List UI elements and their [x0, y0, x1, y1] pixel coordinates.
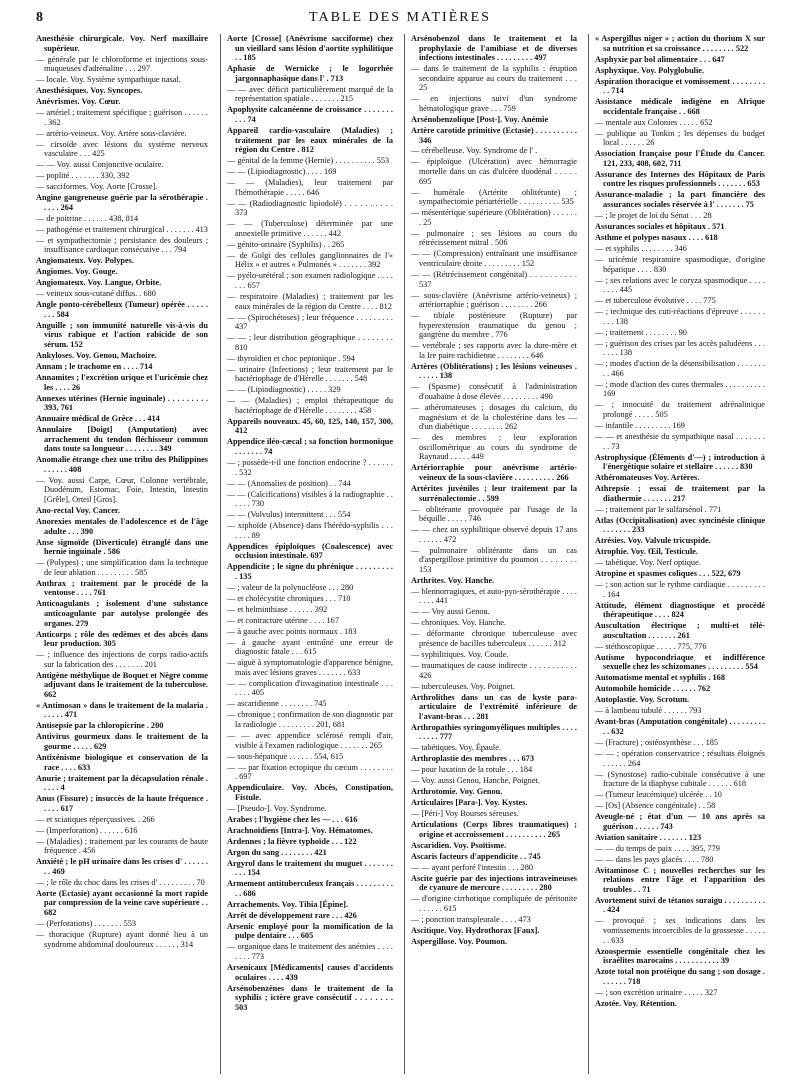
index-entry: — épiploïque (Ulcération) avec hémorragie mortelle dans un cas d'ulcère duodénal . . . . . 695	[411, 157, 577, 186]
index-entry: — ; guérison des crises par les accès paludéens . . . . . . . 138	[595, 338, 765, 358]
index-entry: Athéromateuses Voy. Artères.	[595, 473, 700, 483]
index-entry: Ascitique. Voy. Hydrothorax [Faux].	[411, 925, 540, 935]
index-entry: Artérites juvéniles ; leur traitement par la surrénalectomie . . 599	[411, 483, 577, 503]
index-entry: — en injections suivi d'un syndrome hématologique grave . . . 759	[411, 94, 577, 113]
index-entry: — aiguë à symptomatologie d'apparence bénigne, mais avec lésions graves . . . . . . . 633	[227, 658, 393, 677]
index-entry: Appareil cardio-vasculaire (Maladies) ; traitement par les eaux minérales de la région du Centre . 812	[227, 125, 393, 155]
index-entry: Armement antituberculeux français . . . . . . . . . . . 686	[227, 879, 393, 898]
index-entry: — et tuberculose évolutive . . . . 775	[595, 296, 716, 306]
index-columns	[36, 34, 764, 1074]
index-entry: Automobile homicide . . . . . . 762	[595, 684, 711, 694]
index-entry: — tuberculeuses. Voy. Poignet.	[411, 681, 515, 691]
index-entry: — de Golgi des cellules ganglionnaires de l'« Hélix » et autres « Pulmonés » . . . . . . . 392	[227, 250, 393, 270]
index-entry: Assurances sociales et hôpitaux . 571	[595, 221, 725, 231]
index-entry: — [Pseudo-]. Voy. Syndrome.	[227, 803, 327, 813]
index-column-4	[588, 34, 765, 1074]
index-entry: — — (Calcifications) visibles à la radiographie . . . . . . 730	[227, 489, 393, 509]
index-entry: — ; son excrétion urinaire . . . . . 327	[595, 987, 718, 997]
index-entry: Angiomes. Voy. Gouge.	[36, 267, 118, 277]
index-entry: — (Maladies) ; traitement par les courants de haute fréquence . 456	[36, 836, 208, 856]
index-entry: Ascite guérie par des injections intraveineuses de cyanure de mercure . . . . . . . . . 280	[411, 873, 577, 893]
index-entry: Annexes utérines (Hernie inguinale) . . . . . . . . . 393, 761	[36, 393, 208, 413]
index-entry: Arrachements. Voy. Tibia [Épine].	[227, 899, 348, 909]
index-entry: Arthrotomie. Voy. Genou.	[411, 787, 503, 797]
index-entry: Annam ; le trachome en . . . . 714	[36, 362, 153, 371]
index-entry: Arthrolithes dans un cas de kyste para-articulaire de l'extrémité inférieure de l'avant-bras . . . 281	[411, 692, 577, 721]
index-entry: — publique au Tonkin ; les dépenses du budget local . . . . . . 26	[595, 128, 765, 148]
index-entry: — thoracique (Rupture) ayant donné lieu à un syndrome abdominal douloureux . . . . . . 314	[36, 929, 208, 949]
index-entry: — et helminthiase . . . . . . 392	[227, 604, 328, 614]
index-entry: — ; technique des cuti-réactions d'épreuve . . . . . . . . . 138	[595, 307, 765, 326]
index-entry: — sacciformes. Voy. Aorte [Crosse].	[36, 182, 158, 192]
index-entry: Aveugle-né ; état d'un — 10 ans après sa guérison . . . . . . 743	[595, 812, 765, 831]
index-entry: Apophysite calcanéenne de croissance . . . . . . . . . . 74	[227, 105, 393, 124]
index-entry: — et sciatiques réperçussives. . 266	[36, 814, 155, 824]
index-entry: Artériorraphie pour anévrisme artério-veineux de la sous-clavière . . . . . . . . . . 266	[411, 463, 577, 482]
index-entry: — — (Spirochétoses) ; leur fréquence . . . . . . . . . 437	[227, 312, 393, 332]
index-entry: — [Péri-] Voy Bourses séreuses.	[411, 809, 519, 819]
index-entry: Avortement suivi de tétanos suraigu . . . . . . . . . . . 424	[595, 895, 765, 915]
index-entry: Anesthésie chirurgicale. Voy. Nerf maxillaire supérieur.	[36, 34, 208, 53]
index-entry: Aspergillose. Voy. Poumon.	[411, 936, 508, 946]
index-entry: Automatisme mental et syphilis . 168	[595, 673, 725, 683]
index-entry: — ; le projet de loi du Sénat . . . 28	[595, 211, 712, 220]
index-entry: Antisepsie par la chloropicrine . 200	[36, 721, 164, 731]
index-entry: — infantile . . . . . . . . . 169	[595, 420, 685, 430]
index-entry: Arthrites. Voy. Hanche.	[411, 575, 495, 585]
index-entry: — — (Maladies), leur traitement par l'hémothérapie . . . . . 646	[227, 178, 393, 197]
index-entry: — des membres ; leur exploration oscillométrique au cours du syndrome de Raynaud . . . . . 449	[411, 433, 577, 462]
index-entry: — urinaire (Infections) ; leur traitement par le bactériophage de d'Hérelle . . . . . . . 548	[227, 364, 393, 384]
index-entry: — — Voy. aussi Conjonctive oculaire.	[36, 160, 164, 170]
index-entry: Avitaminose C ; nouvelles recherches sur les relations entre l'âge et l'apparition des troubles . . 71	[595, 865, 765, 894]
index-entry: Angle ponto-cérébelleux (Tumeur) opérée . . . . . . . . 584	[36, 300, 208, 319]
index-entry: Argon du sang . . . . . . . . 421	[227, 847, 327, 857]
index-entry: Arsenic employé pour la momification de la pulpe dentaire . . . 605	[227, 921, 393, 941]
index-entry: Athrepsie ; essai de traitement par la diathermie . . . . . . . 217	[595, 484, 765, 503]
index-entry: — Voy. aussi Genou, Hanche, Poignet.	[411, 776, 540, 786]
index-entry: — sous-clavière (Anévrisme artério-veineux) ; artériorraphie ; guérison . . . . . . . . 266	[411, 290, 577, 310]
index-entry: — pulmonaire ; ses lésions au cours du rétrécissement mitral . 506	[411, 228, 577, 248]
index-entry: Anus (Fissure) ; insuccès de la haute fréquence . . . . . 617	[36, 794, 208, 813]
index-entry: Arsenicaux [Médicaments] causes d'accidents oculaires . . . . 439	[227, 962, 393, 982]
index-entry: — de poitrine . . . . . . 438, 814	[36, 213, 139, 223]
index-entry: Antivirus gourmeux dans le traitement de la gourme . . . . . 629	[36, 732, 208, 751]
index-entry: — (Tumeur leucémique) ulcérée . . 10	[595, 790, 722, 800]
index-entry: — poplité . . . . . . . 330, 392	[36, 171, 130, 181]
index-entry: — — (Compression) entraînant une insuffisance ventriculaire droite . . . . . . . . . 152	[411, 249, 577, 268]
index-entry: Appareils nouveaux. 45, 60, 125, 140, 157, 300, 412	[227, 416, 393, 436]
index-entry: — tabétiques. Voy. Épaule.	[411, 743, 501, 753]
index-entry: — — (Maladies) ; emploi thérapeutique du bactériophage de d'Hérelle . . . . . . . . 458	[227, 396, 393, 415]
index-entry: Attitude, élément diagnostique et procédé thérapeutique . . . . 824	[595, 600, 765, 620]
index-entry: Anse sigmoïde (Diverticule) étranglé dans une hernie inguinale . 586	[36, 537, 208, 557]
index-entry: — — (Lipiodiagnostic) . . . . 169	[227, 167, 337, 177]
index-entry: Aphasie de Wernicke ; le logorrhée jargonnaphasique dans l' . 713	[227, 64, 393, 83]
index-entry: Arthropathies syringomyéliques multiples . . . . . . . . . 777	[411, 722, 577, 742]
index-entry: Arsénobenzolique [Post-]. Voy. Anémie	[411, 114, 549, 124]
running-header	[36, 8, 764, 32]
index-entry: — pyélo-urétéral ; son examen radiologique . . . . . . . 657	[227, 271, 393, 290]
index-entry: — thyroïdien et choc peptonique . 594	[227, 353, 355, 363]
index-entry: — humérale (Artérite oblitérante) ; sympathectomie périartérielle . . . . . . . . . . 535	[411, 187, 577, 207]
index-entry: — (Spasme) consécutif à l'administration d'ouabaïne à dose élevée . . . . . . . . . 490	[411, 382, 577, 402]
index-entry: Arabes ; l'hygiène chez les — . . . 616	[227, 814, 358, 824]
index-entry: Auscultation électrique ; multi-et télé-auscultation . . . . . . . 261	[595, 621, 765, 640]
index-entry: Ascaris facteurs d'appendicite . . 745	[411, 851, 541, 861]
index-entry: — (Perforations) . . . . . . . 553	[36, 919, 137, 928]
index-entry: — provoqué ; ses indications dans les vomissements incoercibles de la grossesse . . . . . . . 633	[595, 916, 765, 945]
index-entry: — — du temps de paix . . . . 395, 779	[595, 843, 720, 853]
index-entry: — déformante chronique tuberculeuse avec présence de bacilles tuberculeux . . . . . . 312	[411, 629, 577, 648]
index-column-1	[36, 34, 208, 1074]
index-entry: Anesthésiques. Voy. Syncopes.	[36, 86, 143, 96]
index-entry: — et cholécystite chroniques . . . 710	[227, 593, 351, 603]
index-entry: Azoospermie essentielle congénitale chez les israélites marocains . . . . . . . . . . . 39	[595, 946, 765, 966]
index-entry: — sous-hépatique . . . . . . 554, 615	[227, 751, 344, 761]
index-entry: — veineux sous-cutané diffus. . 680	[36, 289, 156, 299]
index-entry: — et contracture utérine . . . . 167	[227, 615, 339, 625]
index-entry: — — complication d'invagination intestinale . . . . . . . 405	[227, 678, 393, 698]
index-entry: — uricémie respiratoire spasmodique, d'origine hépatique . . . . 830	[595, 254, 765, 274]
index-entry: — oblitérante provoquée par l'usage de la béquille . . . . . 746	[411, 504, 577, 524]
index-entry: Aorte (Ectasie) ayant occasionné la mort rapide par compression de la veine cave supérieure . . 682	[36, 888, 208, 918]
index-entry: — (Synostose) radio-cubitale consécutive à une fracture de la diaphyse cubitale . . . . . . 618	[595, 769, 765, 789]
index-entry: Azote total non protéique du sang ; son dosage . . . . . . . 718	[595, 967, 765, 986]
index-entry: Arthroplastie des membres . . . 673	[411, 754, 534, 764]
index-entry: Assurance-maladie ; la part financière des assurances sociales réservée à l' . . . . . . . 75	[595, 190, 765, 210]
index-entry: Articulations (Corps libres traumatiques) ; origine et accroissement . . . . . . . . . . 265	[411, 820, 577, 839]
index-entry: Atropine et spasmes coliques . . . 522, 679	[595, 569, 741, 579]
index-entry: — syphilitiques. Voy. Coude.	[411, 649, 509, 659]
index-entry: Asphyxie par bol alimentaire . . . 647	[595, 54, 725, 64]
index-entry: Asthme et polypes nasaux . . . . 618	[595, 232, 718, 242]
index-entry: — et syphilis . . . . . . . . 346	[595, 243, 687, 253]
index-entry: Annuaire médical de Grèce . . . 414	[36, 414, 160, 424]
index-entry: — chronique ; confirmation de son diagnostic par la radiologie . . . . . . . . . 201, 681	[227, 710, 393, 730]
index-entry: Assurance des Internes des Hôpitaux de Paris contre les risques professionnels . . . . . . . 653	[595, 169, 765, 189]
index-entry: Assistance médicale indigène en Afrique occidentale française . . 668	[595, 97, 765, 116]
index-entry: — — (Radiodiagnostic lipiodolé) . . . . . . . . . . 373	[227, 198, 393, 218]
index-entry: — dans le traitement de la syphilis : éruption secondaire apparue au cours du traitement . . . 25	[411, 64, 577, 93]
index-column-2	[220, 34, 393, 1074]
index-entry: — — (Tuberculose) déterminée par une annexielle primitive . . . . . . 442	[227, 219, 393, 238]
index-entry: Ascaridien. Voy. Psoïtisme.	[411, 840, 507, 850]
index-entry: Astrophysique (Éléments d'—) ; introduction à l'énergétique solaire et stellaire . . . . . . 830	[595, 452, 765, 472]
index-entry: — ; influence des injections de corps radio-actifs sur la fabrication des . . . . . . . 201	[36, 650, 208, 669]
index-entry: Aviation sanitaire . . . . . . . 123	[595, 832, 702, 842]
index-entry: — ; innocuité du traitement adrénalinique prolongé . . . . . 505	[595, 400, 765, 419]
index-entry: — organique dans le traitement des anémies . . . . . . . . 773	[227, 942, 393, 961]
index-entry: — ascaridienne . . . . . . . . 745	[227, 699, 327, 709]
index-column-3	[404, 34, 577, 1074]
index-entry: — — chez un syphilitique observé depuis 17 ans . . . . . . 472	[411, 525, 577, 544]
index-entry: — — et anesthésie du sympathique nasal . . . . . . . . . 73	[595, 431, 765, 451]
index-entry: — cirsoïde avec lésions du système nerveux vasculaire . . . 425	[36, 139, 208, 159]
index-entry: — ; valeur de la polynucléose . . . 280	[227, 582, 354, 592]
index-entry: Anticoagulants ; isolement d'une substance anticoagulante par autolyse prolongée des organes. 279	[36, 599, 208, 628]
index-entry: Arrêt de développement rare . . . 426	[227, 910, 357, 920]
index-entry: Annulaire [Doigt] (Amputation) avec arrachement du tendon fléchisseur commun dans toute sa longueur . . . . . . . . 349	[36, 425, 208, 454]
index-entry: — pour luxation de la rotule . . . 184	[411, 765, 533, 775]
index-entry: — chroniques. Voy. Hanche.	[411, 618, 507, 628]
index-entry: Anurie ; traitement par la décapsulation rénale . . . . . 4	[36, 773, 208, 793]
index-entry: — — avec appendice sclérosé rempli d'air, visible à l'examen radiologique . . . . . . . 265	[227, 731, 393, 750]
index-entry: — mésentérique supérieure (Oblitération) . . . . . . . 25	[411, 208, 577, 227]
index-entry: Ardennes ; la fièvre typhoïde . . . 122	[227, 836, 357, 846]
index-entry: — artério-veineux. Voy. Artère sous-clavière.	[36, 128, 187, 138]
index-entry: Aspiration thoracique et vomissement . . . . . . . . . . 714	[595, 76, 765, 96]
index-entry: — ; son action sur le rythme cardiaque . . . . . . . . . . 164	[595, 580, 765, 599]
index-entry: Azotée. Voy. Rétention.	[595, 998, 677, 1008]
index-entry: Autisme hypocondriaque et indifférence sexuelle chez les schizomanes . . . . . . . . . 554	[595, 652, 765, 672]
index-entry: — pulmonaire oblitérante dans un cas d'aspergillose primitive du poumon . . . . . . . . 153	[411, 545, 577, 574]
index-entry: « Aspergillus niger » ; action du thorium X sur sa nutrition et sa croissance . . . . . . . . 522	[595, 34, 765, 53]
index-entry: Angine gangreneuse guérie par la sérothérapie . . . . . 264	[36, 193, 208, 212]
index-entry: Antixénisme biologique et conservation de la race . . . . 633	[36, 752, 208, 772]
index-entry: — pathogénie et traitement chirurgical . . . . . . . 413	[36, 224, 208, 234]
index-entry: Anguille ; son immunité naturelle vis-à-vis du virus rabique et l'action rabicide de son sérum. 152	[36, 320, 208, 350]
index-entry: Annamites ; l'excrétion urique et l'uricémie chez les . . . . 26	[36, 372, 208, 392]
index-entry: — — ; leur distribution géographique . . . . . . . . 810	[227, 333, 393, 352]
index-entry: Arsénobenzènes dans le traitement de la syphilis ; ictère grave consécutif . . . . . . . . 503	[227, 983, 393, 1012]
index-entry: Angiomateux. Voy. Langue, Orbite.	[36, 278, 162, 288]
index-entry: Association française pour l'Étude du Cancer. 121, 233, 408, 602, 711	[595, 149, 765, 168]
index-entry: — — avec déficit particulièrement marqué de la représentation spatiale . . . . . . . 215	[227, 84, 393, 104]
index-entry: Anévrismes. Voy. Cœur.	[36, 97, 121, 107]
index-entry: — — par fixation ectopique du cæcum . . . . . . . . . 697	[227, 762, 393, 782]
index-entry: Anxiété ; le pH urinaire dans les crises d' . . . . . . . . 469	[36, 857, 208, 876]
index-entry: Anthrax ; traitement par le procédé de la ventouse . . . . 761	[36, 578, 208, 598]
index-entry: Artères (Oblitérations) ; les lésions veineuses . . . . . . 138	[411, 361, 577, 381]
index-entry: — et sympathectomie ; persistance des douleurs ; insuffisance cardiaque consécutive . . . 794	[36, 235, 208, 255]
index-entry: — respiratoire (Maladies) ; traitement par les eaux minérales de la région du Centre . . . . 812	[227, 291, 393, 311]
index-entry: Angiomateux. Voy. Polypes.	[36, 256, 134, 266]
index-entry: Anomalie étrange chez une tribu des Philippines . . . . . . 408	[36, 455, 208, 474]
index-entry: Antigène méthylique de Boquet et Nègre comme adjuvant dans le traitement de la tuberculose. 662	[36, 670, 208, 699]
index-entry: — Voy. aussi Carpe, Cœur, Colonne vertébrale, Duodénum, Estomac, Foie, Intestin, Intestin [Grêle], Orteil [Gros].	[36, 475, 208, 505]
index-entry: Avant-bras (Amputation congénitale) . . . . . . . . . . . 632	[595, 717, 765, 736]
index-entry: — (Imperforation) . . . . . . 616	[36, 825, 138, 835]
index-entry: — ; traitement . . . . . . . . 90	[595, 327, 687, 337]
index-entry: Appendiculaire. Voy. Abcès, Constipation, Fistule.	[227, 783, 393, 802]
index-entry: — générale par le chloroforme et injections sous-muqueuses d'adrénaline . . . 297	[36, 54, 208, 74]
index-entry: — (Polypes) ; une simplification dans la technique de leur ablation . . . . . . . . . 585	[36, 558, 208, 577]
index-entry: — blennorragiques, et auto-pyo-sérothérapie . . . . . . . . 441	[411, 586, 577, 606]
index-entry: Arsénobenzol dans le traitement et la prophylaxie de l'amibiase et de diverses infections intestinales . . . . . . . . . 497	[411, 34, 577, 63]
index-entry: — — (Lipiodiagnostic) . . . . . 329	[227, 385, 341, 395]
index-entry: — ; mode d'action des cures thermales . . . . . . . . . . 169	[595, 379, 765, 399]
index-entry: Atrophie. Voy. Œil, Testicule.	[595, 547, 698, 557]
index-entry: Articulaires [Para-]. Voy. Kystes.	[411, 798, 528, 808]
index-entry: — — Voy aussi Genou.	[411, 607, 490, 617]
index-entry: Appendicite ; le signe du phrénique . . . . . . . . . . 135	[227, 562, 393, 581]
index-entry: Atlas (Occipitalisation) avec syncinésie clinique . . . . . . . 233	[595, 515, 765, 535]
index-entry: — à gauche avec points normaux . 183	[227, 626, 357, 636]
index-entry: — ; traitement par le sulfarsénol . 771	[595, 504, 722, 514]
index-entry: Argyrol dans le traitement du muguet . . . . . . . . . . 154	[227, 858, 393, 878]
index-entry: — d'origine cirrhotique compliquée de péritonite . . . . . . 615	[411, 894, 577, 913]
index-entry: — xiphoïde (Absence) dans l'hérédo-syphilis . . . . . . . 89	[227, 521, 393, 540]
index-entry: Atrésies. Voy. Valvule tricuspide.	[595, 536, 711, 546]
index-entry: — à lambeau tubulé . . . . . . 793	[595, 706, 702, 716]
index-entry: — tibiale postérieure (Rupture) par hyperextension traumatique du genou ; gangrène du membre . 776	[411, 311, 577, 340]
index-entry: — — (Volvulus) intermittent . . . 554	[227, 510, 351, 520]
index-entry: — — ayant perforé l'intestin . . . 280	[411, 862, 534, 872]
index-entry: — athéromateuses ; dosages du calcium, du magnésium et de la cholestérine dans les — d'un diabétique . . . . . . . . 262	[411, 403, 577, 432]
index-entry: — — ; opération conservatrice ; résultats éloignés . . . . . . 264	[595, 748, 765, 768]
index-entry: — stéthoscopique . . . . . 775, 776	[595, 641, 707, 651]
index-entry: — (Fracture) ; ostéosynthèse . . . 185	[595, 737, 719, 747]
index-entry: Ano-rectal Voy. Cancer.	[36, 506, 120, 516]
index-entry: Artère carotide primitive (Ectasie) . . . . . . . . . . 346	[411, 125, 577, 145]
index-entry: — [Os] (Absence congénitale) . . 58	[595, 801, 716, 811]
page-title: TABLE DES MATIÈRES	[309, 10, 491, 25]
index-entry: Asphyxique. Voy. Polyglobulie.	[595, 65, 705, 75]
index-entry: Appendice iléo-cæcal ; sa fonction hormonique . . . . . . . 74	[227, 437, 393, 456]
index-entry: — ; ses relations avec le coryza spasmodique . . . . . . . . 445	[595, 275, 765, 295]
index-entry: — ; le rôle du choc dans les crises d' . . . . . . . . . 70	[36, 877, 205, 887]
index-entry: Ankyloses. Voy. Genou, Machoire.	[36, 351, 157, 361]
index-entry: Arachnoïdiens [Intra-]. Voy. Hématomes.	[227, 825, 373, 835]
index-entry: — ; possède-t-il une fonction endocrine ? . . . . . . . 532	[227, 457, 393, 477]
index-entry: — locale. Voy. Système sympathique nasal.	[36, 75, 181, 85]
index-entry: Aorte [Crosse] (Anévrisme sacciforme) chez un vieillard sans lésion d'aortite syphilitique . . 185	[227, 34, 393, 63]
page-number: 8	[36, 10, 43, 25]
index-entry: — cérébelleuse. Voy. Syndrome de l' .	[411, 146, 538, 156]
index-entry: Anorexies mentales de l'adolescence et de l'âge adulte . . . 390	[36, 517, 208, 536]
index-entry: — — (Anomalies de position) . . 744	[227, 478, 351, 488]
index-entry: « Antimosan » dans le traitement de la malaria . . . . . . 471	[36, 700, 208, 720]
index-entry: — artériel ; traitement spécifique ; guérison . . . . . . . 362	[36, 108, 208, 127]
index-entry: Appendices épiploïques (Coalescence) avec occlusion intestinale. 697	[227, 541, 393, 561]
index-entry: — génital de la femme (Hernie) . . . . . . . . . . 553	[227, 156, 390, 166]
index-entry: — génito-urinaire (Syphilis) . . 265	[227, 239, 345, 249]
index-entry: Anticorps ; rôle des œdèmes et des abcès dans leur production. 305	[36, 629, 208, 649]
index-entry: — traumatiques de cause indirecte . . . . . . . . . . . 426	[411, 660, 577, 680]
index-entry: — — dans les pays glacés . . . . 780	[595, 854, 714, 864]
index-entry: — — (Rétrécissement congénital) . . . . . . . . . . 537	[411, 269, 577, 289]
index-entry: — à gauche ayant entraîné une erreur de diagnostic fatale . . . 615	[227, 637, 393, 657]
index-entry: — vertébrale ; ses rapports avec la dure-mère et la Ire paire rachidienne . . . . . . . . 646	[411, 341, 577, 360]
index-entry: — mentale aux Colonies . . . . . 652	[595, 117, 713, 127]
index-entry: — ; ponction transpleurale . . . . 473	[411, 914, 531, 924]
index-entry: Autoplastie. Voy. Scrotum.	[595, 695, 690, 705]
index-entry: — tabétique. Voy. Nerf optique.	[595, 558, 701, 568]
index-entry: — ; modes d'action de la désensibilisation . . . . . . . . . 466	[595, 359, 765, 378]
